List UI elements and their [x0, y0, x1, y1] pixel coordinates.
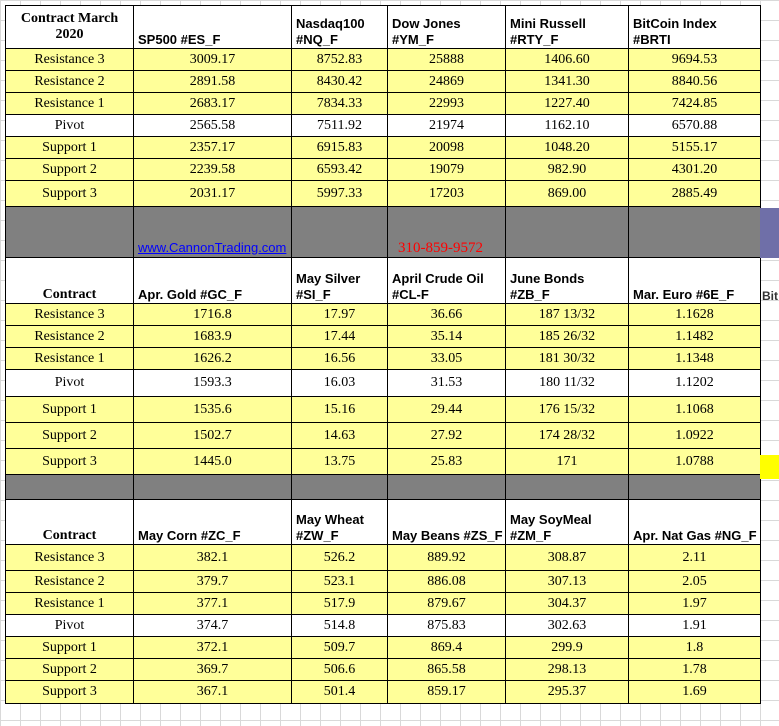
value-cell[interactable]: 1227.40: [506, 93, 629, 115]
table-row: [6, 93, 761, 115]
value-cell[interactable]: 13.75: [292, 449, 388, 475]
value-cell[interactable]: 29.44: [388, 397, 506, 423]
header-label: Apr. Gold #GC_F: [138, 287, 243, 302]
value-cell[interactable]: 4301.20: [629, 159, 761, 181]
header-label: Apr. Nat Gas #NG_F: [633, 528, 757, 543]
value-cell[interactable]: 16.56: [292, 348, 388, 370]
row-label-cell[interactable]: Support 1: [6, 637, 134, 659]
value-cell[interactable]: 982.90: [506, 159, 629, 181]
value-cell[interactable]: 308.87: [506, 545, 629, 571]
row-label-cell[interactable]: Support 2: [6, 159, 134, 181]
value-cell[interactable]: 1535.6: [134, 397, 292, 423]
value-cell[interactable]: 1.0788: [629, 449, 761, 475]
table-row: [6, 593, 761, 615]
value-cell[interactable]: 25888: [388, 49, 506, 71]
value-cell[interactable]: 869.00: [506, 181, 629, 207]
value-cell[interactable]: 367.1: [134, 681, 292, 704]
value-cell[interactable]: 526.2: [292, 545, 388, 571]
value-cell[interactable]: 514.8: [292, 615, 388, 637]
value-cell[interactable]: 304.37: [506, 593, 629, 615]
value-cell[interactable]: 20098: [388, 137, 506, 159]
value-cell[interactable]: 1.1068: [629, 397, 761, 423]
value-cell[interactable]: 2.11: [629, 545, 761, 571]
value-cell[interactable]: 17.97: [292, 304, 388, 326]
header-cell[interactable]: [134, 258, 292, 304]
row-label-cell[interactable]: Pivot: [6, 615, 134, 637]
value-cell[interactable]: 1.78: [629, 659, 761, 681]
value-cell[interactable]: 181 30/32: [506, 348, 629, 370]
value-cell[interactable]: 875.83: [388, 615, 506, 637]
value-cell[interactable]: 1048.20: [506, 137, 629, 159]
table-row: [6, 659, 761, 681]
section1-header-row: [6, 6, 761, 49]
header-label: Nasdaq100: [296, 16, 365, 31]
value-cell[interactable]: 1406.60: [506, 49, 629, 71]
value-cell[interactable]: 22993: [388, 93, 506, 115]
header-cell[interactable]: [292, 6, 388, 49]
value-cell[interactable]: 1626.2: [134, 348, 292, 370]
row-label-cell[interactable]: Support 3: [6, 181, 134, 207]
row-label-cell[interactable]: Resistance 3: [6, 545, 134, 571]
table-row: [6, 137, 761, 159]
value-cell[interactable]: 299.9: [506, 637, 629, 659]
value-cell[interactable]: 27.92: [388, 423, 506, 449]
value-cell[interactable]: 35.14: [388, 326, 506, 348]
value-cell[interactable]: 2.05: [629, 571, 761, 593]
header-cell[interactable]: [388, 6, 506, 49]
separator-cell[interactable]: [388, 475, 506, 500]
value-cell[interactable]: 1.1348: [629, 348, 761, 370]
section3-header-row: [6, 500, 761, 545]
value-cell[interactable]: 1.0922: [629, 423, 761, 449]
table-row: [6, 71, 761, 93]
value-cell[interactable]: 19079: [388, 159, 506, 181]
value-cell[interactable]: 2565.58: [134, 115, 292, 137]
separator-cell[interactable]: [134, 475, 292, 500]
value-cell[interactable]: 298.13: [506, 659, 629, 681]
header-label: #YM_F: [392, 32, 434, 47]
separator-cell[interactable]: [629, 475, 761, 500]
row-label-cell[interactable]: Support 3: [6, 681, 134, 704]
value-cell[interactable]: 176 15/32: [506, 397, 629, 423]
value-cell[interactable]: 180 11/32: [506, 370, 629, 397]
table-row: [6, 571, 761, 593]
row-label-cell[interactable]: Support 3: [6, 449, 134, 475]
header-cell[interactable]: [506, 258, 629, 304]
header-cell[interactable]: [134, 6, 292, 49]
table-row: [6, 326, 761, 348]
value-cell[interactable]: 21974: [388, 115, 506, 137]
value-cell[interactable]: 1716.8: [134, 304, 292, 326]
value-cell[interactable]: 3009.17: [134, 49, 292, 71]
value-cell[interactable]: 24869: [388, 71, 506, 93]
value-cell[interactable]: 8430.42: [292, 71, 388, 93]
value-cell[interactable]: 879.67: [388, 593, 506, 615]
row-label-cell[interactable]: Support 2: [6, 659, 134, 681]
value-cell[interactable]: 36.66: [388, 304, 506, 326]
banner-cell[interactable]: [134, 207, 292, 258]
row-label-cell[interactable]: Pivot: [6, 115, 134, 137]
header-label: May SoyMeal: [510, 512, 592, 527]
header-contract[interactable]: [6, 258, 134, 304]
value-cell[interactable]: 14.63: [292, 423, 388, 449]
value-cell[interactable]: 865.58: [388, 659, 506, 681]
table-row: [6, 49, 761, 71]
header-cell[interactable]: [388, 258, 506, 304]
value-cell[interactable]: 1.69: [629, 681, 761, 704]
value-cell[interactable]: 1.1628: [629, 304, 761, 326]
header-cell[interactable]: [629, 258, 761, 304]
value-cell[interactable]: 372.1: [134, 637, 292, 659]
value-cell[interactable]: 501.4: [292, 681, 388, 704]
header-cell[interactable]: [506, 500, 629, 545]
header-label: #ZW_F: [296, 528, 339, 543]
table-row: [6, 397, 761, 423]
table-row: [6, 348, 761, 370]
value-cell[interactable]: 374.7: [134, 615, 292, 637]
separator-cell[interactable]: [292, 475, 388, 500]
value-cell[interactable]: 16.03: [292, 370, 388, 397]
header-cell[interactable]: [388, 500, 506, 545]
header-label: BitCoin Index: [633, 16, 717, 31]
value-cell[interactable]: 295.37: [506, 681, 629, 704]
value-cell[interactable]: 31.53: [388, 370, 506, 397]
value-cell[interactable]: 2239.58: [134, 159, 292, 181]
header-label: Mar. Euro #6E_F: [633, 287, 735, 302]
value-cell[interactable]: 506.6: [292, 659, 388, 681]
table-row: [6, 370, 761, 397]
value-cell[interactable]: 7834.33: [292, 93, 388, 115]
value-cell[interactable]: 302.63: [506, 615, 629, 637]
value-cell[interactable]: 2885.49: [629, 181, 761, 207]
row-label-cell[interactable]: Resistance 1: [6, 593, 134, 615]
value-cell[interactable]: 1502.7: [134, 423, 292, 449]
value-cell[interactable]: 15.16: [292, 397, 388, 423]
banner-cell[interactable]: [6, 207, 134, 258]
header-label: April Crude Oil: [392, 271, 484, 286]
header-label: SP500 #ES_F: [138, 32, 221, 47]
row-label-cell[interactable]: Resistance 3: [6, 304, 134, 326]
value-cell[interactable]: 523.1: [292, 571, 388, 593]
separator-cell[interactable]: [6, 475, 134, 500]
header-label: #BRTI: [633, 32, 671, 47]
header-cell[interactable]: [134, 500, 292, 545]
banner-cell[interactable]: [506, 207, 629, 258]
header-contract[interactable]: [6, 500, 134, 545]
header-contract-label: Contract: [42, 287, 97, 302]
header-cell[interactable]: [292, 258, 388, 304]
offscreen-cell-fill: [760, 455, 779, 479]
header-cell[interactable]: [629, 500, 761, 545]
value-cell[interactable]: 5997.33: [292, 181, 388, 207]
header-label: May Silver: [296, 271, 361, 286]
value-cell[interactable]: 33.05: [388, 348, 506, 370]
value-cell[interactable]: 1.8: [629, 637, 761, 659]
value-cell[interactable]: 187 13/32: [506, 304, 629, 326]
value-cell[interactable]: 17203: [388, 181, 506, 207]
row-label-cell[interactable]: Pivot: [6, 370, 134, 397]
value-cell[interactable]: 2031.17: [134, 181, 292, 207]
value-cell[interactable]: 6915.83: [292, 137, 388, 159]
value-cell[interactable]: 886.08: [388, 571, 506, 593]
row-label-cell[interactable]: Support 1: [6, 397, 134, 423]
header-label: #SI_F: [296, 287, 331, 302]
row-label-cell[interactable]: Support 1: [6, 137, 134, 159]
section2-header-row: [6, 258, 761, 304]
header-contract-label: Contract March 2020: [20, 11, 119, 42]
header-label: #NQ_F: [296, 32, 338, 47]
header-contract-label: Contract: [42, 528, 97, 543]
value-cell[interactable]: 171: [506, 449, 629, 475]
value-cell[interactable]: 377.1: [134, 593, 292, 615]
value-cell[interactable]: 382.1: [134, 545, 292, 571]
offscreen-cell-text: Bit: [762, 289, 778, 303]
value-cell[interactable]: 509.7: [292, 637, 388, 659]
header-label: #CL-F: [392, 287, 429, 302]
header-contract[interactable]: [6, 6, 134, 49]
row-label-cell[interactable]: Resistance 1: [6, 93, 134, 115]
value-cell[interactable]: 517.9: [292, 593, 388, 615]
separator-cell[interactable]: [506, 475, 629, 500]
row-label-cell[interactable]: Resistance 2: [6, 71, 134, 93]
pivot-table: [5, 5, 761, 704]
table-row: [6, 423, 761, 449]
value-cell[interactable]: 6570.88: [629, 115, 761, 137]
value-cell[interactable]: 2891.58: [134, 71, 292, 93]
value-cell[interactable]: 1593.3: [134, 370, 292, 397]
value-cell[interactable]: 1162.10: [506, 115, 629, 137]
value-cell[interactable]: 2683.17: [134, 93, 292, 115]
header-label: May Wheat: [296, 512, 364, 527]
value-cell[interactable]: 379.7: [134, 571, 292, 593]
table-row: [6, 615, 761, 637]
header-cell[interactable]: [292, 500, 388, 545]
value-cell[interactable]: 8752.83: [292, 49, 388, 71]
header-label: #ZM_F: [510, 528, 552, 543]
value-cell[interactable]: 7511.92: [292, 115, 388, 137]
value-cell[interactable]: 8840.56: [629, 71, 761, 93]
banner-cell[interactable]: [629, 207, 761, 258]
table-row: [6, 181, 761, 207]
table-row: [6, 637, 761, 659]
value-cell[interactable]: 6593.42: [292, 159, 388, 181]
banner-cell[interactable]: [388, 207, 506, 258]
header-cell[interactable]: [629, 6, 761, 49]
table-row: [6, 681, 761, 704]
table-row: [6, 115, 761, 137]
table-row: [6, 159, 761, 181]
header-label: June Bonds: [510, 271, 585, 286]
value-cell[interactable]: 889.92: [388, 545, 506, 571]
value-cell[interactable]: 1.97: [629, 593, 761, 615]
value-cell[interactable]: 9694.53: [629, 49, 761, 71]
value-cell[interactable]: 369.7: [134, 659, 292, 681]
value-cell[interactable]: 185 26/32: [506, 326, 629, 348]
value-cell[interactable]: 1341.30: [506, 71, 629, 93]
value-cell[interactable]: 869.4: [388, 637, 506, 659]
website-link[interactable]: www.CannonTrading.com: [138, 240, 287, 255]
value-cell[interactable]: 25.83: [388, 449, 506, 475]
offscreen-cell-fill: [760, 208, 779, 258]
row-label-cell[interactable]: Resistance 2: [6, 571, 134, 593]
value-cell[interactable]: 174 28/32: [506, 423, 629, 449]
table-row: [6, 449, 761, 475]
value-cell[interactable]: 1.91: [629, 615, 761, 637]
value-cell[interactable]: 1.1482: [629, 326, 761, 348]
value-cell[interactable]: 2357.17: [134, 137, 292, 159]
table-row: [6, 304, 761, 326]
row-label-cell[interactable]: Support 2: [6, 423, 134, 449]
row-label-cell[interactable]: Resistance 3: [6, 49, 134, 71]
value-cell[interactable]: 1445.0: [134, 449, 292, 475]
separator-row: [6, 475, 761, 500]
header-cell[interactable]: [506, 6, 629, 49]
value-cell[interactable]: 5155.17: [629, 137, 761, 159]
header-label: May Beans #ZS_F: [392, 528, 503, 543]
header-label: #RTY_F: [510, 32, 559, 47]
value-cell[interactable]: 7424.85: [629, 93, 761, 115]
value-cell[interactable]: 1683.9: [134, 326, 292, 348]
value-cell[interactable]: 17.44: [292, 326, 388, 348]
value-cell[interactable]: 307.13: [506, 571, 629, 593]
value-cell[interactable]: 859.17: [388, 681, 506, 704]
banner-row: [6, 207, 761, 258]
banner-cell[interactable]: [292, 207, 388, 258]
table-row: [6, 545, 761, 571]
row-label-cell[interactable]: Resistance 2: [6, 326, 134, 348]
header-label: Mini Russell: [510, 16, 586, 31]
phone-number: 310-859-9572: [398, 240, 483, 256]
header-label: May Corn #ZC_F: [138, 528, 241, 543]
row-label-cell[interactable]: Resistance 1: [6, 348, 134, 370]
header-label: #ZB_F: [510, 287, 550, 302]
value-cell[interactable]: 1.1202: [629, 370, 761, 397]
header-label: Dow Jones: [392, 16, 461, 31]
